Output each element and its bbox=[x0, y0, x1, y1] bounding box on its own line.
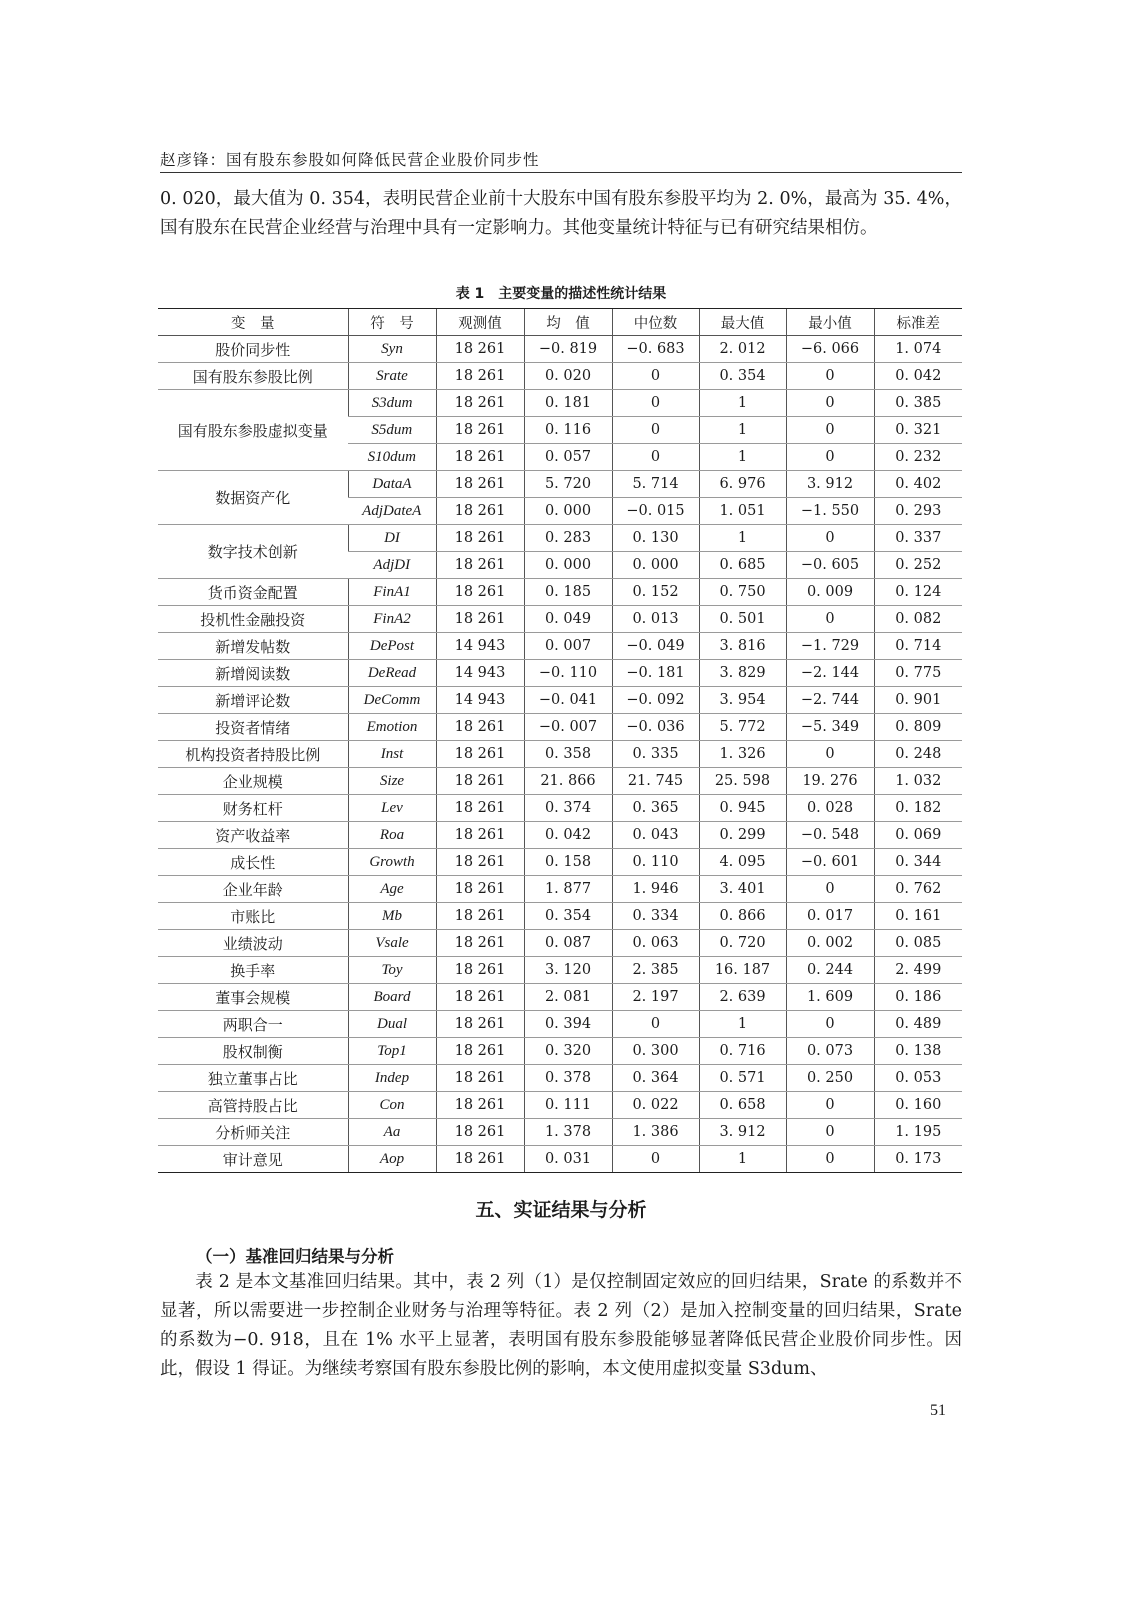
value-cell: 18 261 bbox=[436, 849, 524, 876]
value-cell: −0. 015 bbox=[612, 498, 699, 525]
value-cell: −0. 110 bbox=[524, 660, 612, 687]
value-cell: 1. 386 bbox=[612, 1119, 699, 1146]
value-cell: 0. 186 bbox=[874, 984, 962, 1011]
table-body bbox=[158, 336, 962, 1173]
value-cell: 0. 299 bbox=[699, 822, 786, 849]
value-cell: 0. 082 bbox=[874, 606, 962, 633]
value-cell: 1 bbox=[699, 1011, 786, 1038]
value-cell: 2. 499 bbox=[874, 957, 962, 984]
table-row bbox=[158, 822, 962, 849]
value-cell: 0 bbox=[612, 390, 699, 417]
variable-name-cell: 新增阅读数 bbox=[158, 660, 348, 687]
value-cell: 0. 385 bbox=[874, 390, 962, 417]
variable-name-cell: 数据资产化 bbox=[158, 471, 348, 525]
value-cell: 0. 130 bbox=[612, 525, 699, 552]
value-cell: 0 bbox=[786, 390, 874, 417]
symbol-cell: Board bbox=[348, 984, 436, 1011]
value-cell: 0. 043 bbox=[612, 822, 699, 849]
page-number: 51 bbox=[930, 1402, 946, 1419]
value-cell: 0 bbox=[786, 417, 874, 444]
value-cell: −1. 550 bbox=[786, 498, 874, 525]
value-cell: 0. 007 bbox=[524, 633, 612, 660]
body-paragraph bbox=[160, 1268, 962, 1384]
value-cell: 0. 152 bbox=[612, 579, 699, 606]
value-cell: 0 bbox=[786, 444, 874, 471]
value-cell: 19. 276 bbox=[786, 768, 874, 795]
table-row bbox=[158, 660, 962, 687]
value-cell: 0. 300 bbox=[612, 1038, 699, 1065]
value-cell: 5. 772 bbox=[699, 714, 786, 741]
variable-name-cell: 数字技术创新 bbox=[158, 525, 348, 579]
body-paragraph-text: 表 2 是本文基准回归结果。其中，表 2 列（1）是仅控制固定效应的回归结果，Srate 的系数并不显著，所以需要进一步控制企业财务与治理等特征。表 2 列（2）是加入控制变量的回归结果，Srate 的系数为−0. 918，且在 1% 水平上显著，表明国有股东参股能够显著降低民营企业股价同步性。因此，假设 1 得证。为继续考察国有股东参股比例的影响，本文使用虚拟变量 S3dum、 bbox=[160, 1272, 962, 1379]
value-cell: 0 bbox=[612, 1146, 699, 1173]
col-header: 标准差 bbox=[874, 309, 962, 336]
value-cell: 0. 571 bbox=[699, 1065, 786, 1092]
table-row bbox=[158, 363, 962, 390]
value-cell: 0. 013 bbox=[612, 606, 699, 633]
value-cell: 18 261 bbox=[436, 417, 524, 444]
value-cell: 3. 954 bbox=[699, 687, 786, 714]
value-cell: 18 261 bbox=[436, 1011, 524, 1038]
value-cell: −0. 007 bbox=[524, 714, 612, 741]
table-row bbox=[158, 1119, 962, 1146]
value-cell: 0. 063 bbox=[612, 930, 699, 957]
value-cell: 6. 976 bbox=[699, 471, 786, 498]
intro-paragraph: 0. 020，最大值为 0. 354，表明民营企业前十大股东中国有股东参股平均为 2. 0%，最高为 35. 4%，国有股东在民营企业经营与治理中具有一定影响力。其他变量统计特征与已有研究结果相仿。 bbox=[160, 189, 962, 238]
table-row bbox=[158, 471, 962, 498]
value-cell: −2. 744 bbox=[786, 687, 874, 714]
variable-name-cell: 货币资金配置 bbox=[158, 579, 348, 606]
value-cell: 21. 866 bbox=[524, 768, 612, 795]
value-cell: 0 bbox=[612, 363, 699, 390]
value-cell: 3. 912 bbox=[699, 1119, 786, 1146]
value-cell: 18 261 bbox=[436, 336, 524, 363]
value-cell: 1 bbox=[699, 390, 786, 417]
value-cell: 0. 378 bbox=[524, 1065, 612, 1092]
value-cell: 18 261 bbox=[436, 768, 524, 795]
value-cell: 0. 000 bbox=[524, 552, 612, 579]
value-cell: 0. 402 bbox=[874, 471, 962, 498]
value-cell: 0. 335 bbox=[612, 741, 699, 768]
variable-name-cell: 董事会规模 bbox=[158, 984, 348, 1011]
symbol-cell: Vsale bbox=[348, 930, 436, 957]
table-row bbox=[158, 1038, 962, 1065]
value-cell: 1 bbox=[699, 417, 786, 444]
value-cell: 18 261 bbox=[436, 714, 524, 741]
value-cell: 0. 111 bbox=[524, 1092, 612, 1119]
variable-name-cell: 成长性 bbox=[158, 849, 348, 876]
value-cell: 3. 120 bbox=[524, 957, 612, 984]
symbol-cell: DeComm bbox=[348, 687, 436, 714]
value-cell: 2. 639 bbox=[699, 984, 786, 1011]
value-cell: −0. 683 bbox=[612, 336, 699, 363]
value-cell: 0. 283 bbox=[524, 525, 612, 552]
variable-name-cell: 审计意见 bbox=[158, 1146, 348, 1173]
value-cell: 18 261 bbox=[436, 363, 524, 390]
value-cell: 18 261 bbox=[436, 579, 524, 606]
col-header: 中位数 bbox=[612, 309, 699, 336]
symbol-cell: Roa bbox=[348, 822, 436, 849]
value-cell: 14 943 bbox=[436, 660, 524, 687]
col-header: 观测值 bbox=[436, 309, 524, 336]
value-cell: 18 261 bbox=[436, 1038, 524, 1065]
value-cell: −1. 729 bbox=[786, 633, 874, 660]
subsection-heading: （一）基准回归结果与分析 bbox=[196, 1247, 394, 1266]
value-cell: 0 bbox=[786, 1146, 874, 1173]
value-cell: 2. 197 bbox=[612, 984, 699, 1011]
value-cell: 1. 378 bbox=[524, 1119, 612, 1146]
col-header: 均 值 bbox=[524, 309, 612, 336]
value-cell: 18 261 bbox=[436, 930, 524, 957]
symbol-cell: Inst bbox=[348, 741, 436, 768]
value-cell: −0. 548 bbox=[786, 822, 874, 849]
variable-name-cell: 股价同步性 bbox=[158, 336, 348, 363]
value-cell: 0. 334 bbox=[612, 903, 699, 930]
variable-name-cell: 国有股东参股比例 bbox=[158, 363, 348, 390]
value-cell: 0. 000 bbox=[524, 498, 612, 525]
value-cell: 18 261 bbox=[436, 795, 524, 822]
value-cell: 2. 012 bbox=[699, 336, 786, 363]
value-cell: 0. 158 bbox=[524, 849, 612, 876]
symbol-cell: DeRead bbox=[348, 660, 436, 687]
variable-name-cell: 企业年龄 bbox=[158, 876, 348, 903]
symbol-cell: AdjDI bbox=[348, 552, 436, 579]
symbol-cell: DI bbox=[348, 525, 436, 552]
symbol-cell: Size bbox=[348, 768, 436, 795]
value-cell: 0. 232 bbox=[874, 444, 962, 471]
value-cell: 0. 714 bbox=[874, 633, 962, 660]
value-cell: 0. 173 bbox=[874, 1146, 962, 1173]
value-cell: 0 bbox=[612, 444, 699, 471]
table-row bbox=[158, 1011, 962, 1038]
value-cell: 0. 354 bbox=[524, 903, 612, 930]
value-cell: 0. 042 bbox=[524, 822, 612, 849]
symbol-cell: AdjDateA bbox=[348, 498, 436, 525]
value-cell: 0. 250 bbox=[786, 1065, 874, 1092]
section-heading: 五、实证结果与分析 bbox=[475, 1199, 647, 1221]
value-cell: −0. 092 bbox=[612, 687, 699, 714]
running-header: 赵彦锋：国有股东参股如何降低民营企业股价同步性 bbox=[160, 151, 540, 169]
value-cell: 0. 053 bbox=[874, 1065, 962, 1092]
variable-name-cell: 企业规模 bbox=[158, 768, 348, 795]
value-cell: 0. 110 bbox=[612, 849, 699, 876]
table-row bbox=[158, 957, 962, 984]
value-cell: 21. 745 bbox=[612, 768, 699, 795]
variable-name-cell: 新增评论数 bbox=[158, 687, 348, 714]
value-cell: 1. 877 bbox=[524, 876, 612, 903]
value-cell: 1. 032 bbox=[874, 768, 962, 795]
table-row bbox=[158, 876, 962, 903]
value-cell: 0. 020 bbox=[524, 363, 612, 390]
table-row bbox=[158, 1146, 962, 1173]
symbol-cell: S3dum bbox=[348, 390, 436, 417]
value-cell: 0 bbox=[786, 606, 874, 633]
variable-name-cell: 换手率 bbox=[158, 957, 348, 984]
symbol-cell: Emotion bbox=[348, 714, 436, 741]
value-cell: 0. 009 bbox=[786, 579, 874, 606]
table-row bbox=[158, 390, 962, 417]
table-row bbox=[158, 849, 962, 876]
value-cell: 0. 809 bbox=[874, 714, 962, 741]
value-cell: 0. 321 bbox=[874, 417, 962, 444]
value-cell: 1 bbox=[699, 1146, 786, 1173]
value-cell: 0. 716 bbox=[699, 1038, 786, 1065]
symbol-cell: Srate bbox=[348, 363, 436, 390]
variable-name-cell: 业绩波动 bbox=[158, 930, 348, 957]
value-cell: −0. 819 bbox=[524, 336, 612, 363]
value-cell: 2. 385 bbox=[612, 957, 699, 984]
symbol-cell: Lev bbox=[348, 795, 436, 822]
value-cell: 0. 337 bbox=[874, 525, 962, 552]
value-cell: 0 bbox=[786, 1011, 874, 1038]
value-cell: 16. 187 bbox=[699, 957, 786, 984]
value-cell: 0. 293 bbox=[874, 498, 962, 525]
variable-name-cell: 资产收益率 bbox=[158, 822, 348, 849]
symbol-cell: S5dum bbox=[348, 417, 436, 444]
value-cell: 0. 344 bbox=[874, 849, 962, 876]
value-cell: 18 261 bbox=[436, 444, 524, 471]
symbol-cell: Aop bbox=[348, 1146, 436, 1173]
value-cell: 0. 138 bbox=[874, 1038, 962, 1065]
value-cell: 4. 095 bbox=[699, 849, 786, 876]
variable-name-cell: 分析师关注 bbox=[158, 1119, 348, 1146]
value-cell: 18 261 bbox=[436, 741, 524, 768]
value-cell: 0. 489 bbox=[874, 1011, 962, 1038]
value-cell: 18 261 bbox=[436, 498, 524, 525]
value-cell: 1. 195 bbox=[874, 1119, 962, 1146]
value-cell: 0. 124 bbox=[874, 579, 962, 606]
value-cell: 0. 028 bbox=[786, 795, 874, 822]
value-cell: 0. 866 bbox=[699, 903, 786, 930]
variable-name-cell: 国有股东参股虚拟变量 bbox=[158, 390, 348, 471]
table-row bbox=[158, 1092, 962, 1119]
value-cell: −5. 349 bbox=[786, 714, 874, 741]
variable-name-cell: 高管持股占比 bbox=[158, 1092, 348, 1119]
header-rule bbox=[160, 172, 962, 173]
value-cell: 18 261 bbox=[436, 957, 524, 984]
value-cell: 0 bbox=[612, 1011, 699, 1038]
value-cell: 0. 501 bbox=[699, 606, 786, 633]
col-header: 最大值 bbox=[699, 309, 786, 336]
value-cell: 1. 074 bbox=[874, 336, 962, 363]
value-cell: 0 bbox=[786, 525, 874, 552]
value-cell: 18 261 bbox=[436, 1119, 524, 1146]
value-cell: 3. 816 bbox=[699, 633, 786, 660]
variable-name-cell: 投资者情绪 bbox=[158, 714, 348, 741]
value-cell: −2. 144 bbox=[786, 660, 874, 687]
value-cell: 0. 042 bbox=[874, 363, 962, 390]
table-row bbox=[158, 1065, 962, 1092]
value-cell: −0. 181 bbox=[612, 660, 699, 687]
value-cell: 0. 022 bbox=[612, 1092, 699, 1119]
value-cell: 0. 002 bbox=[786, 930, 874, 957]
value-cell: 3. 401 bbox=[699, 876, 786, 903]
value-cell: 0. 017 bbox=[786, 903, 874, 930]
table-row bbox=[158, 714, 962, 741]
symbol-cell: Toy bbox=[348, 957, 436, 984]
value-cell: 0. 750 bbox=[699, 579, 786, 606]
value-cell: 0. 775 bbox=[874, 660, 962, 687]
variable-name-cell: 独立董事占比 bbox=[158, 1065, 348, 1092]
descriptive-stats-table bbox=[158, 308, 962, 1173]
value-cell: 0. 182 bbox=[874, 795, 962, 822]
value-cell: 0. 049 bbox=[524, 606, 612, 633]
value-cell: 0. 364 bbox=[612, 1065, 699, 1092]
symbol-cell: DataA bbox=[348, 471, 436, 498]
symbol-cell: Age bbox=[348, 876, 436, 903]
value-cell: 1. 051 bbox=[699, 498, 786, 525]
value-cell: −0. 049 bbox=[612, 633, 699, 660]
value-cell: 18 261 bbox=[436, 1146, 524, 1173]
value-cell: 0 bbox=[786, 1119, 874, 1146]
value-cell: 0. 901 bbox=[874, 687, 962, 714]
value-cell: 0. 085 bbox=[874, 930, 962, 957]
value-cell: 0. 320 bbox=[524, 1038, 612, 1065]
symbol-cell: Syn bbox=[348, 336, 436, 363]
symbol-cell: FinA2 bbox=[348, 606, 436, 633]
symbol-cell: FinA1 bbox=[348, 579, 436, 606]
value-cell: 1. 326 bbox=[699, 741, 786, 768]
value-cell: 0. 945 bbox=[699, 795, 786, 822]
value-cell: −0. 601 bbox=[786, 849, 874, 876]
table-header-row bbox=[158, 309, 962, 336]
symbol-cell: Mb bbox=[348, 903, 436, 930]
table-row bbox=[158, 336, 962, 363]
value-cell: 18 261 bbox=[436, 606, 524, 633]
value-cell: 5. 714 bbox=[612, 471, 699, 498]
value-cell: 0. 161 bbox=[874, 903, 962, 930]
value-cell: 18 261 bbox=[436, 822, 524, 849]
table-row bbox=[158, 984, 962, 1011]
value-cell: 18 261 bbox=[436, 876, 524, 903]
col-header: 变 量 bbox=[158, 309, 348, 336]
value-cell: 1 bbox=[699, 525, 786, 552]
value-cell: 0. 116 bbox=[524, 417, 612, 444]
value-cell: 18 261 bbox=[436, 471, 524, 498]
value-cell: −0. 605 bbox=[786, 552, 874, 579]
value-cell: 0. 069 bbox=[874, 822, 962, 849]
value-cell: 5. 720 bbox=[524, 471, 612, 498]
table-row bbox=[158, 930, 962, 957]
symbol-cell: S10dum bbox=[348, 444, 436, 471]
table-row bbox=[158, 741, 962, 768]
value-cell: 0. 057 bbox=[524, 444, 612, 471]
variable-name-cell: 投机性金融投资 bbox=[158, 606, 348, 633]
symbol-cell: Con bbox=[348, 1092, 436, 1119]
table-row bbox=[158, 633, 962, 660]
value-cell: 0. 185 bbox=[524, 579, 612, 606]
value-cell: 0. 374 bbox=[524, 795, 612, 822]
value-cell: 0 bbox=[786, 363, 874, 390]
value-cell: 0. 087 bbox=[524, 930, 612, 957]
symbol-cell: Indep bbox=[348, 1065, 436, 1092]
value-cell: 14 943 bbox=[436, 633, 524, 660]
value-cell: 0. 000 bbox=[612, 552, 699, 579]
value-cell: 0. 031 bbox=[524, 1146, 612, 1173]
variable-name-cell: 市账比 bbox=[158, 903, 348, 930]
symbol-cell: Top1 bbox=[348, 1038, 436, 1065]
value-cell: 0. 358 bbox=[524, 741, 612, 768]
value-cell: 0. 160 bbox=[874, 1092, 962, 1119]
value-cell: 0. 658 bbox=[699, 1092, 786, 1119]
symbol-cell: DePost bbox=[348, 633, 436, 660]
value-cell: −0. 041 bbox=[524, 687, 612, 714]
value-cell: 0. 248 bbox=[874, 741, 962, 768]
variable-name-cell: 股权制衡 bbox=[158, 1038, 348, 1065]
table-row bbox=[158, 687, 962, 714]
value-cell: 18 261 bbox=[436, 984, 524, 1011]
table-caption: 表 1 主要变量的描述性统计结果 bbox=[455, 286, 667, 302]
value-cell: 0 bbox=[786, 876, 874, 903]
value-cell: 0. 354 bbox=[699, 363, 786, 390]
table-row bbox=[158, 606, 962, 633]
value-cell: 18 261 bbox=[436, 1065, 524, 1092]
value-cell: 18 261 bbox=[436, 525, 524, 552]
value-cell: 0. 685 bbox=[699, 552, 786, 579]
value-cell: 0. 073 bbox=[786, 1038, 874, 1065]
symbol-cell: Aa bbox=[348, 1119, 436, 1146]
value-cell: 0. 394 bbox=[524, 1011, 612, 1038]
value-cell: 1 bbox=[699, 444, 786, 471]
value-cell: 1. 609 bbox=[786, 984, 874, 1011]
value-cell: 3. 829 bbox=[699, 660, 786, 687]
variable-name-cell: 机构投资者持股比例 bbox=[158, 741, 348, 768]
table-row bbox=[158, 795, 962, 822]
value-cell: 0. 252 bbox=[874, 552, 962, 579]
col-header: 最小值 bbox=[786, 309, 874, 336]
value-cell: 18 261 bbox=[436, 1092, 524, 1119]
variable-name-cell: 新增发帖数 bbox=[158, 633, 348, 660]
value-cell: −0. 036 bbox=[612, 714, 699, 741]
value-cell: 0. 762 bbox=[874, 876, 962, 903]
variable-name-cell: 财务杠杆 bbox=[158, 795, 348, 822]
col-header: 符 号 bbox=[348, 309, 436, 336]
table-row bbox=[158, 525, 962, 552]
value-cell: 1. 946 bbox=[612, 876, 699, 903]
value-cell: 3. 912 bbox=[786, 471, 874, 498]
value-cell: 0. 181 bbox=[524, 390, 612, 417]
value-cell: 0 bbox=[786, 1092, 874, 1119]
value-cell: 25. 598 bbox=[699, 768, 786, 795]
symbol-cell: Dual bbox=[348, 1011, 436, 1038]
value-cell: 2. 081 bbox=[524, 984, 612, 1011]
value-cell: 0 bbox=[786, 741, 874, 768]
value-cell: 18 261 bbox=[436, 903, 524, 930]
value-cell: 0. 244 bbox=[786, 957, 874, 984]
value-cell: 18 261 bbox=[436, 552, 524, 579]
symbol-cell: Growth bbox=[348, 849, 436, 876]
value-cell: 0. 365 bbox=[612, 795, 699, 822]
table-row bbox=[158, 903, 962, 930]
table-row bbox=[158, 768, 962, 795]
value-cell: 0 bbox=[612, 417, 699, 444]
variable-name-cell: 两职合一 bbox=[158, 1011, 348, 1038]
table-row bbox=[158, 579, 962, 606]
value-cell: −6. 066 bbox=[786, 336, 874, 363]
value-cell: 14 943 bbox=[436, 687, 524, 714]
value-cell: 18 261 bbox=[436, 390, 524, 417]
value-cell: 0. 720 bbox=[699, 930, 786, 957]
